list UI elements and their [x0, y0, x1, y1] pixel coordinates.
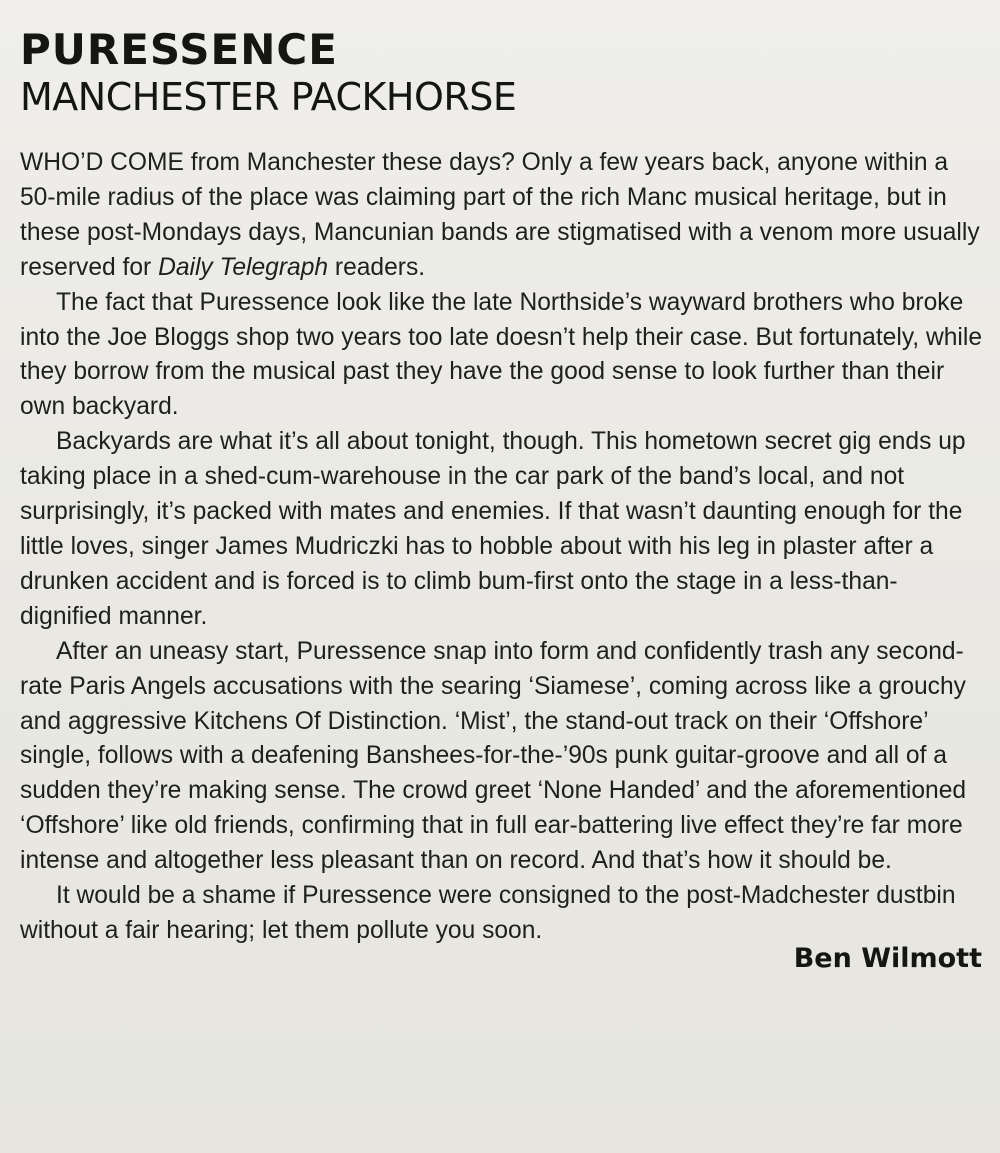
- paragraph-4: After an uneasy start, Puressence snap into form and confidently trash any second-rate Paris Angels accusations with the searing ‘Siamese’, coming across like a grouchy and aggressive Kitchens Of Distinction. ‘Mist’, the stand-out track on their ‘Offshore’ single, follows with a deafening Banshees-for-the-’90s punk guitar-groove and all of a sudden they’re making sense. The crowd greet ‘None Handed’ and the aforementioned ‘Offshore’ like old friends, confirming that in full ear-battering live effect they’re far more intense and altogether less pleasant than on record. And that’s how it should be.: [20, 637, 967, 875]
- publication-title: Daily Telegraph: [158, 253, 329, 281]
- paragraph-1: [20, 146, 986, 286]
- paragraph-3: Backyards are what it’s all about tonight, though. This hometown secret gig ends up taking place in a shed-cum-warehouse in the car park of the band’s local, and not surprisingly, it’s packed with mates and enemies. If that wasn’t daunting enough for the little loves, singer James Mudriczki has to hobble about with his leg in plaster after a drunken accident and is forced is to climb bum-first onto the stage in a less-than-dignified manner.: [20, 428, 966, 630]
- headline-band: PURESSENCE: [20, 25, 338, 74]
- review-body: [20, 146, 986, 949]
- paragraph-2: The fact that Puressence look like the late Northside’s wayward brothers who broke into the Joe Bloggs shop two years too late doesn’t help their case. But fortunately, while they borrow from the musical past they have the good sense to look further than their own backyard.: [20, 288, 983, 421]
- headline-venue: MANCHESTER PACKHORSE: [20, 75, 517, 119]
- paragraph-1-end: readers.: [328, 253, 426, 281]
- paragraph-5: It would be a shame if Puressence were consigned to the post-Madchester dustbin without a fair hearing; let them pollute you soon.: [20, 882, 956, 944]
- author-byline: Ben Wilmott: [793, 942, 982, 974]
- paragraph-1-text: WHO’D COME from Manchester these days? Only a few years back, anyone within a 50-mile radius of the place was claiming part of the rich Manc musical heritage, but in these post-Mondays days, Mancunian bands are stigmatised with a venom more usually reserved for: [20, 149, 980, 281]
